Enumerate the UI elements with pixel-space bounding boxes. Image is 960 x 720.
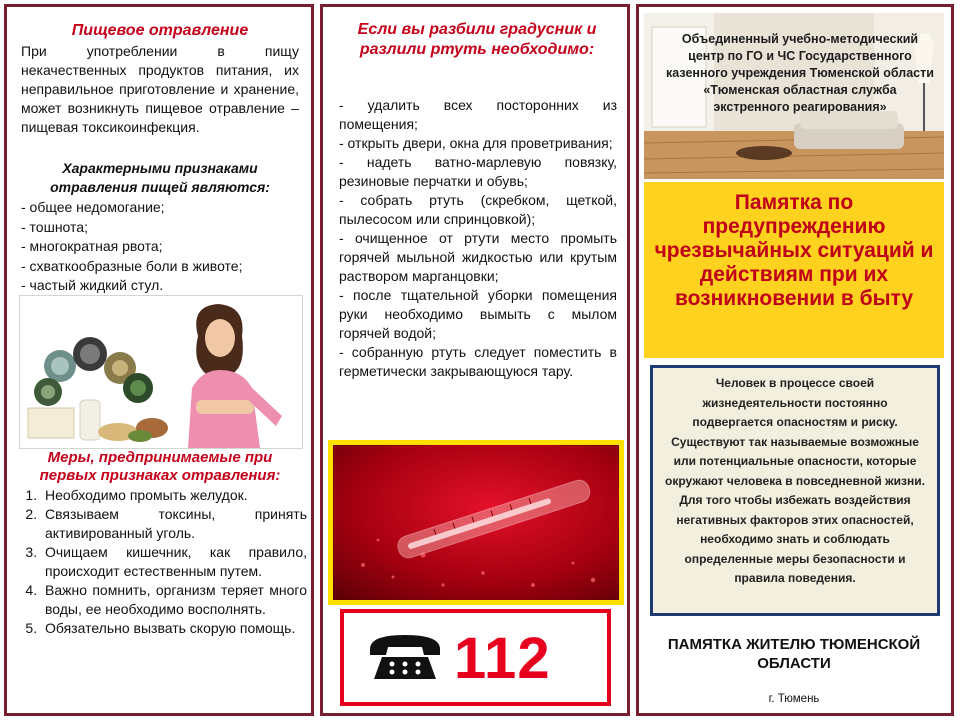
footer-title: ПАМЯТКА ЖИТЕЛЮ ТЮМЕНСКОЙ ОБЛАСТИ — [667, 636, 921, 672]
cover-title: Памятка по предупреждению чрезвычайных ситуаций и действиям при их возникновении в быту — [654, 191, 934, 310]
room-interior-photo — [644, 13, 944, 179]
list-item: - тошнота; — [21, 218, 88, 235]
broken-thermometer-image — [328, 440, 624, 605]
list-item: - собранную ртуть следует поместить в герметически закрывающуюся тару. — [339, 344, 617, 379]
signs-heading: Характерными признаками отравления пищей являются: — [50, 160, 270, 195]
emergency-number: 112 — [454, 626, 551, 691]
list-item: 1. Необходимо промыть желудок. — [41, 486, 307, 505]
city-label: г. Тюмень — [768, 693, 820, 705]
mercury-steps-list — [339, 96, 617, 381]
list-item: - общее недомогание; — [21, 199, 165, 215]
list-item: 4. Важно помнить, организм теряет много воды, ее необходимо восполнять. — [41, 581, 307, 619]
info-box — [650, 365, 940, 616]
info-text: Человек в процессе своей жизнедеятельности постоянно подвергается опасностям и риску. Существуют так называемые возможные или потенциальные опасности, которые окружают человека в повседневной жизни. Для того чтобы избежать воздействия негативных факторов этих опасностей, необходимо знать и соблюдать определенные меры безопасности и правила поведения. — [665, 376, 925, 585]
list-item: - многократная рвота; — [21, 238, 163, 254]
panel-food-poisoning — [4, 4, 314, 716]
list-item: - надеть ватно-марлевую повязку, резиновые перчатки и обувь; — [339, 154, 617, 189]
list-item: - очищенное от ртути место промыть горячей мыльной жидкостью или крутым раствором марганцовки; — [339, 230, 617, 284]
telephone-icon — [366, 631, 444, 683]
list-item: - после тщательной уборки помещения руки необходимо вымыть с мылом горячей водой; — [339, 287, 617, 341]
food-poisoning-title: Пищевое отравление — [71, 22, 249, 39]
organization-name: Объединенный учебно-методический центр по ГО и ЧС Государственного казенного учреждения Тюменской области «Тюменская областная служба экстренного реагирования» — [666, 32, 934, 114]
mercury-title: Если вы разбили градусник и разлили ртуть необходимо: — [357, 21, 597, 58]
sick-woman-photo — [19, 295, 303, 449]
panel-cover — [636, 4, 954, 716]
list-item: - частый жидкий стул. — [21, 277, 164, 293]
emergency-number-box — [340, 609, 611, 706]
food-poisoning-intro: При употреблении в пищу некачественных продуктов питания, их неправильное приготовление и хранение, может возникнуть пищевое отравление – пищевая токсикоинфекция. — [21, 43, 299, 135]
list-item: 5. Обязательно вызвать скорую помощь. — [41, 619, 307, 638]
measures-list — [21, 486, 307, 638]
list-item: 2. Связываем токсины, принять активированный уголь. — [41, 505, 307, 543]
list-item: - открыть двери, окна для проветривания; — [339, 135, 613, 151]
panel-mercury — [320, 4, 630, 716]
cover-title-block — [644, 182, 944, 358]
list-item: - схваткообразные боли в животе; — [21, 257, 243, 274]
list-item: 3. Очищаем кишечник, как правило, происходит естественным путем. — [41, 543, 307, 581]
measures-title: Меры, предпринимаемые при первых признаках отравления: — [39, 449, 281, 484]
list-item: - собрать ртуть (скребком, щеткой, пылесосом или спринцовкой); — [339, 192, 617, 227]
list-item: - удалить всех посторонних из помещения; — [339, 97, 617, 132]
signs-list — [21, 198, 299, 296]
